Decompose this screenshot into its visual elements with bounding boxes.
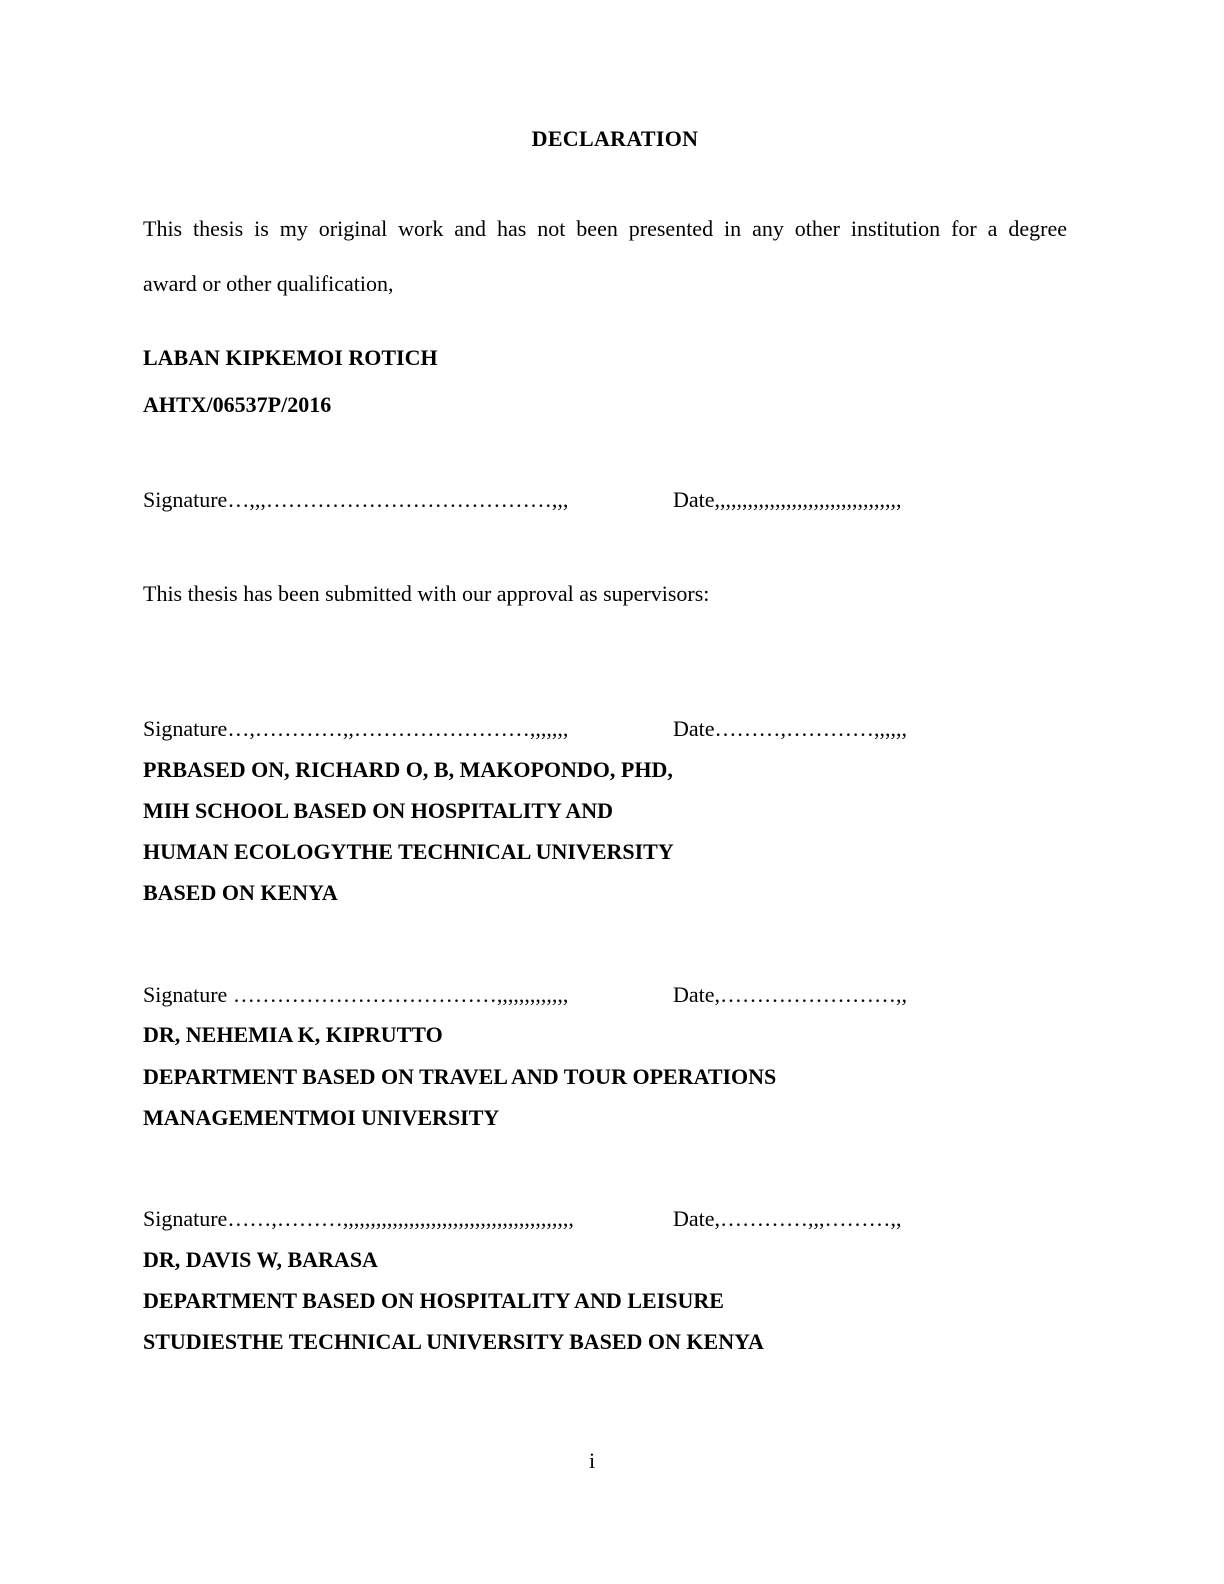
- supervisor-3-date-line: Date,…………,,,………,,: [673, 1206, 902, 1231]
- supervisor-2-signature-line: Signature ………………………………,,,,,,,,,,,,,: [143, 982, 569, 1007]
- supervisor-1-affiliation-line: HUMAN ECOLOGYTHE TECHNICAL UNIVERSITY: [143, 839, 674, 864]
- student-name: LABAN KIPKEMOI ROTICH: [143, 345, 438, 370]
- supervisor-3-affiliation-line: STUDIESTHE TECHNICAL UNIVERSITY BASED ON KENYA: [143, 1329, 764, 1354]
- supervisor-3-name: DR, DAVIS W, BARASA: [143, 1247, 378, 1272]
- page-title: DECLARATION: [531, 126, 699, 151]
- student-date-line: Date,,,,,,,,,,,,,,,,,,,,,,,,,,,,,,,,,,: [673, 487, 902, 512]
- supervisor-2-affiliation-line: DEPARTMENT BASED ON TRAVEL AND TOUR OPERATIONS: [143, 1064, 777, 1089]
- approval-statement: This thesis has been submitted with our approval as supervisors:: [143, 581, 710, 606]
- declaration-text-line-2: award or other qualification,: [143, 271, 394, 296]
- supervisor-3-signature-line: Signature……,………,,,,,,,,,,,,,,,,,,,,,,,,,,,,,,,,,,,,,,,,,,: [143, 1206, 574, 1231]
- supervisor-1-date-line: Date………,…………,,,,,,: [673, 716, 908, 741]
- supervisor-1-name: PRBASED ON, RICHARD O, B, MAKOPONDO, PHD,: [143, 757, 673, 782]
- supervisor-2-date-line: Date,……………………,,: [673, 982, 908, 1007]
- student-reg-number: AHTX/06537P/2016: [143, 392, 332, 417]
- supervisor-2-affiliation-line: MANAGEMENTMOI UNIVERSITY: [143, 1105, 500, 1130]
- supervisor-1-affiliation-line: BASED ON KENYA: [143, 880, 338, 905]
- page-number: i: [588, 1448, 596, 1473]
- declaration-text-line-1: This thesis is my original work and has not been presented in any other institution for a degree: [143, 216, 1067, 241]
- supervisor-2-name: DR, NEHEMIA K, KIPRUTTO: [143, 1022, 443, 1047]
- supervisor-1-signature-line: Signature…,…………,,……………………,,,,,,,: [143, 716, 569, 741]
- supervisor-1-affiliation-line: MIH SCHOOL BASED ON HOSPITALITY AND: [143, 798, 614, 823]
- student-signature-line: Signature…,,,…………………………………,,,: [143, 487, 569, 512]
- supervisor-3-affiliation-line: DEPARTMENT BASED ON HOSPITALITY AND LEISURE: [143, 1288, 724, 1313]
